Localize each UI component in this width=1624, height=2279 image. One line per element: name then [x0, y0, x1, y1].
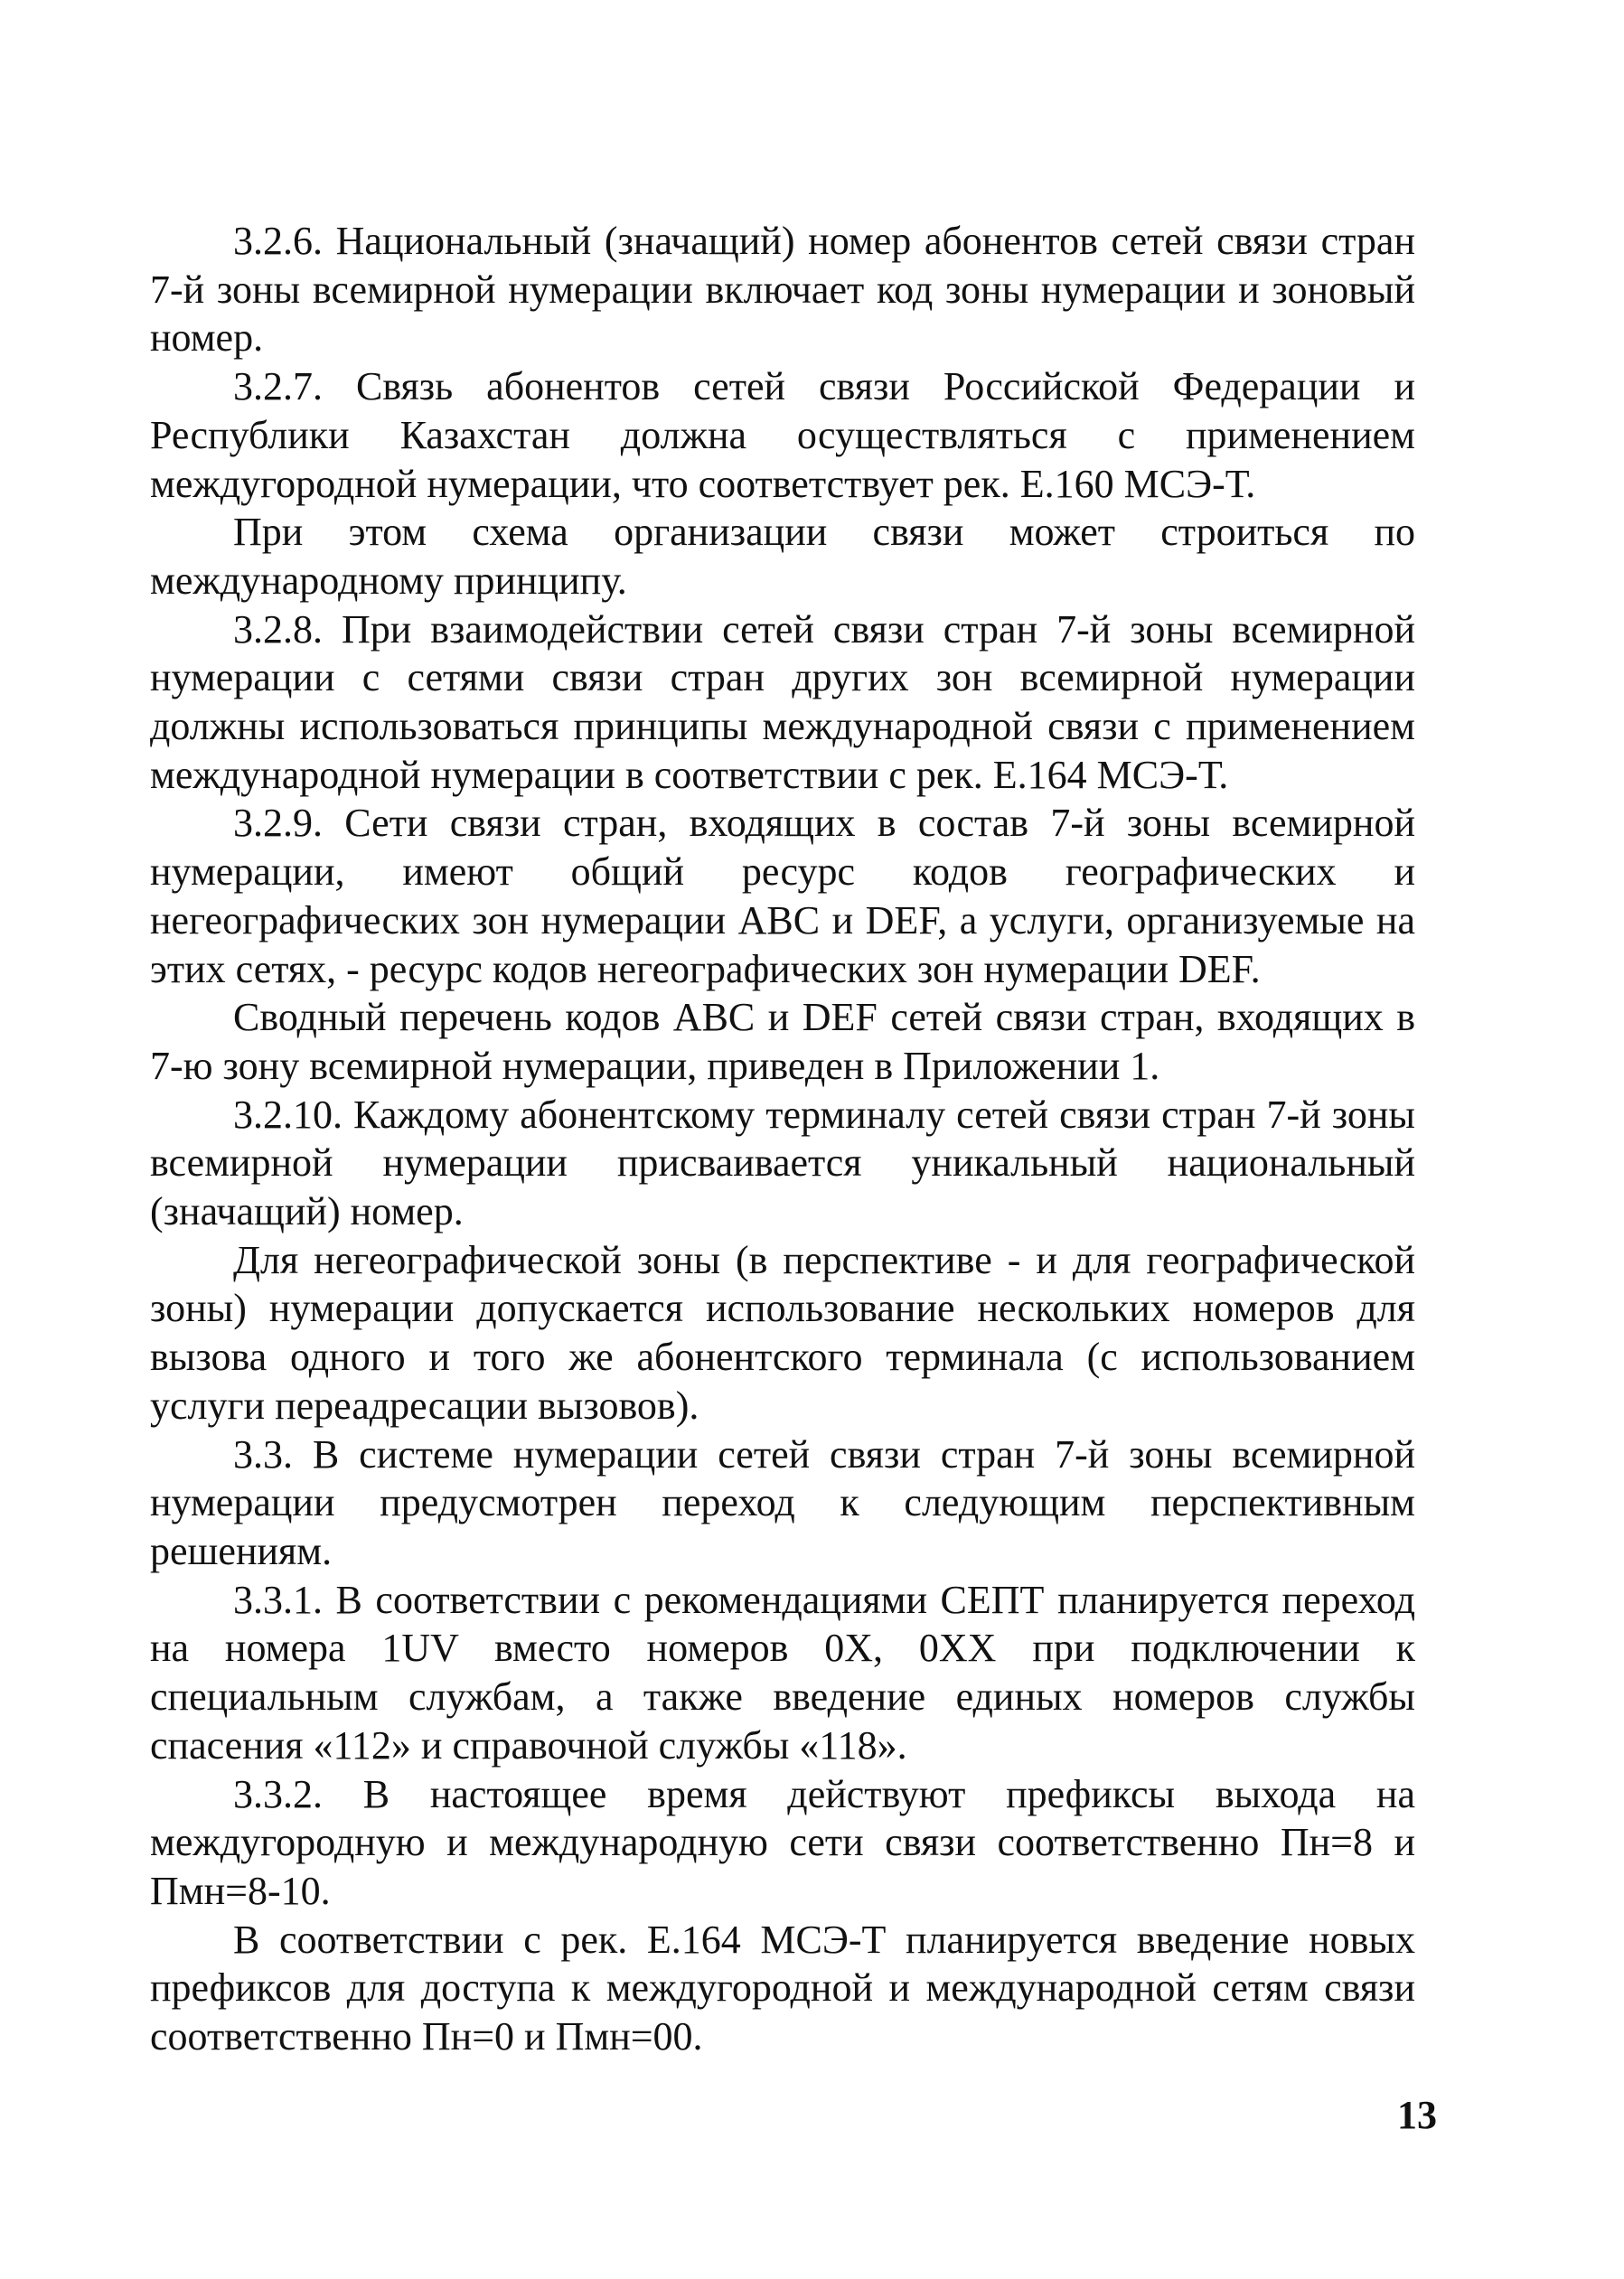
paragraph-3-3: 3.3. В системе нумерации сетей связи стран 7-й зоны всемирной нумерации предусмотрен переход к следующим перспективным решениям. [150, 1431, 1415, 1573]
paragraph-3-2-9: 3.2.9. Сети связи стран, входящих в состав 7-й зоны всемирной нумерации, имеют общий ресурс кодов географических и негеографических зон нумерации ABC и DEF, а услуги, организуемые на этих сетях, - ресурс кодов негеографических зон нумерации DEF. [150, 801, 1415, 991]
paragraph-3-2-6: 3.2.6. Национальный (значащий) номер абонентов сетей связи стран 7-й зоны всемирной нумерации включает код зоны нумерации и зоновый номер. [150, 219, 1415, 361]
paragraph-3-2-9-summary: Сводный перечень кодов ABC и DEF сетей связи стран, входящих в 7-ю зону всемирной нумерации, приведен в Приложении 1. [150, 995, 1415, 1088]
paragraph-3-2-10: 3.2.10. Каждому абонентскому терминалу сетей связи стран 7-й зоны всемирной нумерации присваивается уникальный национальный (значащий) номер. [150, 1092, 1415, 1234]
paragraph-3-2-10-note: Для негеографической зоны (в перспективе - и для географической зоны) нумерации допускается использование нескольких номеров для вызова одного и того же абонентского терминала (с использованием услуги переадресации вызовов). [150, 1237, 1415, 1428]
paragraph-3-2-8: 3.2.8. При взаимодействии сетей связи стран 7-й зоны всемирной нумерации с сетями связи стран других зон всемирной нумерации должны использоваться принципы международной связи с применением международной нумерации в соответствии с рек. Е.164 МСЭ-Т. [150, 606, 1415, 797]
paragraph-3-3-2: 3.3.2. В настоящее время действуют префиксы выхода на междугородную и международную сети связи соответственно Пн=8 и Пмн=8-10. [150, 1771, 1415, 1913]
paragraph-3-2-7: 3.2.7. Связь абонентов сетей связи Российской Федерации и Республики Казахстан должна осуществляться с применением междугородной нумерации, что соответствует рек. Е.160 МСЭ-Т. [150, 364, 1415, 506]
paragraph-3-3-2-note: В соответствии с рек. Е.164 МСЭ-Т планируется введение новых префиксов для доступа к междугородной и международной сетям связи соответственно Пн=0 и Пмн=00. [150, 1917, 1415, 2059]
page-number: 13 [1397, 2093, 1437, 2137]
paragraph-3-2-7-note: При этом схема организации связи может строиться по международному принципу. [150, 510, 1415, 603]
paragraph-3-3-1: 3.3.1. В соответствии с рекомендациями СЕПТ планируется переход на номера 1UV вместо номеров 0X, 0XX при подключении к специальным службам, а также введение единых номеров службы спасения «112» и справочной службы «118». [150, 1577, 1415, 1768]
body-text [150, 217, 1415, 2061]
